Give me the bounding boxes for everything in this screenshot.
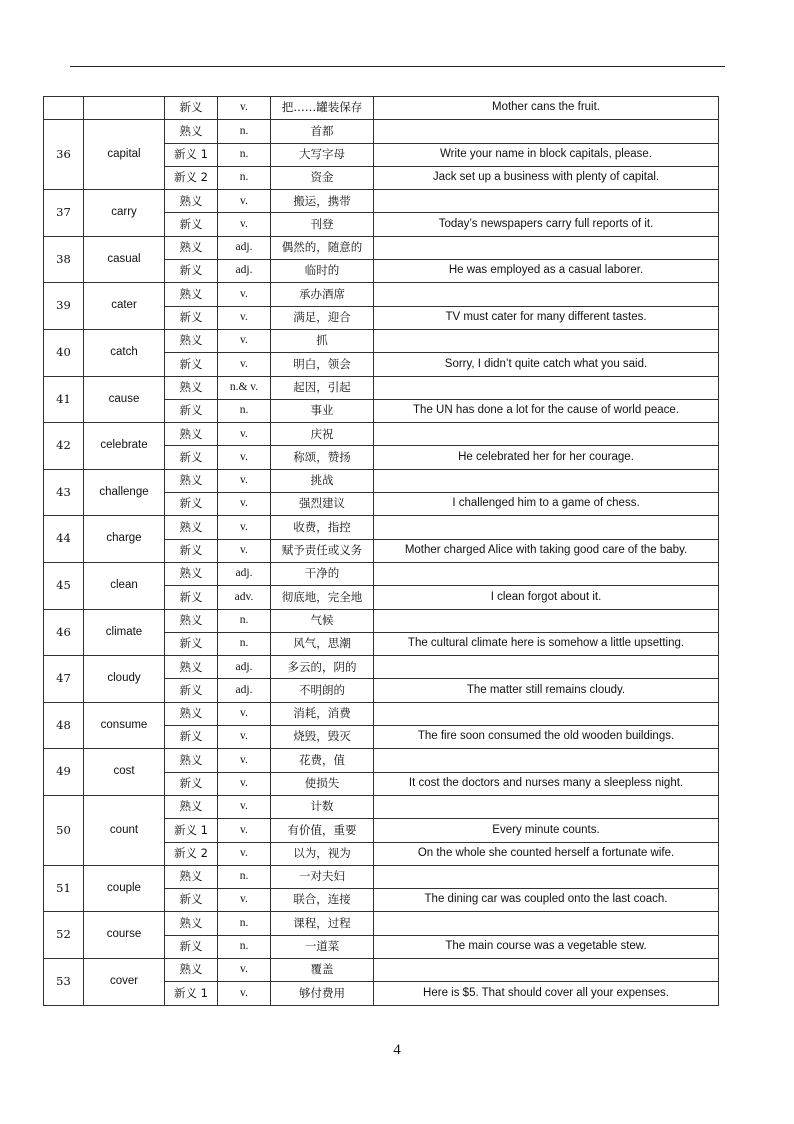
- meaning-zh: 抓: [271, 329, 374, 352]
- sense-type: 熟义: [165, 516, 218, 539]
- part-of-speech: adj.: [218, 236, 271, 259]
- sense-type: 熟义: [165, 958, 218, 981]
- part-of-speech: v.: [218, 702, 271, 725]
- sense-type: 新义: [165, 586, 218, 609]
- entry-number: 51: [44, 865, 84, 912]
- table-row: [44, 190, 719, 213]
- sense-type: 新义: [165, 97, 218, 120]
- example-sentence: [374, 749, 719, 772]
- part-of-speech: n.: [218, 912, 271, 935]
- example-sentence: [374, 562, 719, 585]
- meaning-zh: 赋予责任或义务: [271, 539, 374, 562]
- sense-type: 熟义: [165, 469, 218, 492]
- sense-type: 新义: [165, 889, 218, 912]
- part-of-speech: v.: [218, 726, 271, 749]
- example-sentence: He celebrated her for her courage.: [374, 446, 719, 469]
- meaning-zh: 明白，领会: [271, 353, 374, 376]
- table-row: [44, 329, 719, 352]
- part-of-speech: v.: [218, 539, 271, 562]
- example-sentence: Sorry, I didn’t quite catch what you said.: [374, 353, 719, 376]
- meaning-zh: 事业: [271, 399, 374, 422]
- part-of-speech: n.: [218, 120, 271, 143]
- meaning-zh: 一对夫妇: [271, 865, 374, 888]
- meaning-zh: 多云的，阴的: [271, 656, 374, 679]
- table-row: [44, 376, 719, 399]
- meaning-zh: 干净的: [271, 562, 374, 585]
- entry-number: 37: [44, 190, 84, 237]
- part-of-speech: v.: [218, 982, 271, 1005]
- table-row: [44, 423, 719, 446]
- entry-number: 49: [44, 749, 84, 796]
- part-of-speech: v.: [218, 842, 271, 865]
- sense-type: 新义 1: [165, 982, 218, 1005]
- table-row: [44, 236, 719, 259]
- headword: clean: [84, 562, 165, 609]
- example-sentence: Every minute counts.: [374, 819, 719, 842]
- entry-number: 48: [44, 702, 84, 749]
- part-of-speech: n.: [218, 935, 271, 958]
- example-sentence: I clean forgot about it.: [374, 586, 719, 609]
- sense-type: 新义 2: [165, 842, 218, 865]
- sense-type: 熟义: [165, 865, 218, 888]
- example-sentence: The main course was a vegetable stew.: [374, 935, 719, 958]
- sense-type: 新义: [165, 306, 218, 329]
- entry-number: 38: [44, 236, 84, 283]
- meaning-zh: 花费，值: [271, 749, 374, 772]
- example-sentence: [374, 702, 719, 725]
- part-of-speech: n.: [218, 166, 271, 189]
- sense-type: 熟义: [165, 562, 218, 585]
- meaning-zh: 临时的: [271, 260, 374, 283]
- sense-type: 熟义: [165, 656, 218, 679]
- part-of-speech: v.: [218, 493, 271, 516]
- example-sentence: Here is $5. That should cover all your expenses.: [374, 982, 719, 1005]
- vocabulary-table: [43, 96, 719, 1006]
- example-sentence: [374, 283, 719, 306]
- meaning-zh: 课程，过程: [271, 912, 374, 935]
- meaning-zh: 气候: [271, 609, 374, 632]
- table-row: [44, 609, 719, 632]
- example-sentence: [374, 656, 719, 679]
- example-sentence: [374, 609, 719, 632]
- meaning-zh: 联合，连接: [271, 889, 374, 912]
- example-sentence: It cost the doctors and nurses many a sleepless night.: [374, 772, 719, 795]
- table-row: [44, 562, 719, 585]
- part-of-speech: n.: [218, 609, 271, 632]
- example-sentence: He was employed as a casual laborer.: [374, 260, 719, 283]
- table-row: [44, 958, 719, 981]
- sense-type: 新义: [165, 935, 218, 958]
- entry-number: 41: [44, 376, 84, 423]
- sense-type: 熟义: [165, 912, 218, 935]
- sense-type: 熟义: [165, 423, 218, 446]
- part-of-speech: adv.: [218, 586, 271, 609]
- meaning-zh: 承办酒席: [271, 283, 374, 306]
- headword: cover: [84, 958, 165, 1005]
- sense-type: 新义: [165, 679, 218, 702]
- example-sentence: The cultural climate here is somehow a little upsetting.: [374, 632, 719, 655]
- example-sentence: The UN has done a lot for the cause of world peace.: [374, 399, 719, 422]
- entry-number: [44, 97, 84, 120]
- part-of-speech: v.: [218, 469, 271, 492]
- entry-number: 50: [44, 795, 84, 865]
- part-of-speech: adj.: [218, 679, 271, 702]
- meaning-zh: 风气，思潮: [271, 632, 374, 655]
- headword: challenge: [84, 469, 165, 516]
- headword: cause: [84, 376, 165, 423]
- example-sentence: [374, 469, 719, 492]
- entry-number: 43: [44, 469, 84, 516]
- example-sentence: [374, 423, 719, 446]
- meaning-zh: 够付费用: [271, 982, 374, 1005]
- vocabulary-table-body: [44, 97, 719, 1006]
- example-sentence: [374, 329, 719, 352]
- meaning-zh: 不明朗的: [271, 679, 374, 702]
- table-row: [44, 469, 719, 492]
- sense-type: 熟义: [165, 329, 218, 352]
- sense-type: 熟义: [165, 702, 218, 725]
- entry-number: 40: [44, 329, 84, 376]
- sense-type: 新义 1: [165, 143, 218, 166]
- part-of-speech: n.: [218, 865, 271, 888]
- table-row: [44, 283, 719, 306]
- sense-type: 熟义: [165, 749, 218, 772]
- example-sentence: Mother cans the fruit.: [374, 97, 719, 120]
- example-sentence: [374, 120, 719, 143]
- page-number: 4: [393, 1042, 401, 1058]
- table-row: [44, 97, 719, 120]
- sense-type: 新义 2: [165, 166, 218, 189]
- part-of-speech: v.: [218, 749, 271, 772]
- part-of-speech: v.: [218, 446, 271, 469]
- headword: carry: [84, 190, 165, 237]
- meaning-zh: 刊登: [271, 213, 374, 236]
- headword: consume: [84, 702, 165, 749]
- meaning-zh: 消耗，消费: [271, 702, 374, 725]
- part-of-speech: v.: [218, 819, 271, 842]
- example-sentence: TV must cater for many different tastes.: [374, 306, 719, 329]
- example-sentence: Mother charged Alice with taking good care of the baby.: [374, 539, 719, 562]
- part-of-speech: v.: [218, 772, 271, 795]
- sense-type: 新义: [165, 353, 218, 376]
- meaning-zh: 收费，指控: [271, 516, 374, 539]
- entry-number: 45: [44, 562, 84, 609]
- meaning-zh: 大写字母: [271, 143, 374, 166]
- sense-type: 新义: [165, 213, 218, 236]
- example-sentence: [374, 516, 719, 539]
- part-of-speech: v.: [218, 283, 271, 306]
- sense-type: 熟义: [165, 376, 218, 399]
- entry-number: 46: [44, 609, 84, 656]
- meaning-zh: 首都: [271, 120, 374, 143]
- part-of-speech: adj.: [218, 562, 271, 585]
- headword: cloudy: [84, 656, 165, 703]
- meaning-zh: 一道菜: [271, 935, 374, 958]
- example-sentence: Write your name in block capitals, please.: [374, 143, 719, 166]
- example-sentence: [374, 912, 719, 935]
- part-of-speech: n.& v.: [218, 376, 271, 399]
- example-sentence: [374, 236, 719, 259]
- headword: charge: [84, 516, 165, 563]
- sense-type: 熟义: [165, 283, 218, 306]
- sense-type: 熟义: [165, 190, 218, 213]
- table-row: [44, 865, 719, 888]
- example-sentence: [374, 865, 719, 888]
- example-sentence: [374, 958, 719, 981]
- example-sentence: [374, 376, 719, 399]
- example-sentence: [374, 795, 719, 818]
- part-of-speech: v.: [218, 353, 271, 376]
- entry-number: 36: [44, 120, 84, 190]
- headword: couple: [84, 865, 165, 912]
- part-of-speech: n.: [218, 632, 271, 655]
- part-of-speech: adj.: [218, 260, 271, 283]
- headword: celebrate: [84, 423, 165, 470]
- part-of-speech: v.: [218, 958, 271, 981]
- meaning-zh: 庆祝: [271, 423, 374, 446]
- sense-type: 熟义: [165, 236, 218, 259]
- part-of-speech: adj.: [218, 656, 271, 679]
- headword: course: [84, 912, 165, 959]
- table-row: [44, 120, 719, 143]
- headword: cost: [84, 749, 165, 796]
- table-row: [44, 656, 719, 679]
- example-sentence: [374, 190, 719, 213]
- meaning-zh: 搬运，携带: [271, 190, 374, 213]
- part-of-speech: v.: [218, 516, 271, 539]
- example-sentence: I challenged him to a game of chess.: [374, 493, 719, 516]
- entry-number: 52: [44, 912, 84, 959]
- meaning-zh: 使损失: [271, 772, 374, 795]
- part-of-speech: v.: [218, 190, 271, 213]
- table-row: [44, 912, 719, 935]
- meaning-zh: 覆盖: [271, 958, 374, 981]
- meaning-zh: 起因，引起: [271, 376, 374, 399]
- sense-type: 熟义: [165, 609, 218, 632]
- part-of-speech: v.: [218, 795, 271, 818]
- entry-number: 53: [44, 958, 84, 1005]
- entry-number: 39: [44, 283, 84, 330]
- meaning-zh: 挑战: [271, 469, 374, 492]
- sense-type: 新义: [165, 632, 218, 655]
- headword: cater: [84, 283, 165, 330]
- headword: casual: [84, 236, 165, 283]
- headword: climate: [84, 609, 165, 656]
- part-of-speech: v.: [218, 329, 271, 352]
- meaning-zh: 资金: [271, 166, 374, 189]
- example-sentence: The fire soon consumed the old wooden buildings.: [374, 726, 719, 749]
- example-sentence: Today’s newspapers carry full reports of it.: [374, 213, 719, 236]
- meaning-zh: 彻底地，完全地: [271, 586, 374, 609]
- sense-type: 新义: [165, 260, 218, 283]
- entry-number: 47: [44, 656, 84, 703]
- meaning-zh: 烧毁，毁灭: [271, 726, 374, 749]
- entry-number: 42: [44, 423, 84, 470]
- meaning-zh: 偶然的，随意的: [271, 236, 374, 259]
- meaning-zh: 满足，迎合: [271, 306, 374, 329]
- part-of-speech: v.: [218, 423, 271, 446]
- headword: capital: [84, 120, 165, 190]
- header-rule: [70, 66, 725, 67]
- sense-type: 新义 1: [165, 819, 218, 842]
- sense-type: 新义: [165, 772, 218, 795]
- sense-type: 新义: [165, 539, 218, 562]
- part-of-speech: v.: [218, 97, 271, 120]
- meaning-zh: 有价值，重要: [271, 819, 374, 842]
- sense-type: 熟义: [165, 795, 218, 818]
- headword: count: [84, 795, 165, 865]
- meaning-zh: 以为，视为: [271, 842, 374, 865]
- table-row: [44, 702, 719, 725]
- sense-type: 新义: [165, 399, 218, 422]
- headword: catch: [84, 329, 165, 376]
- sense-type: 熟义: [165, 120, 218, 143]
- sense-type: 新义: [165, 726, 218, 749]
- part-of-speech: v.: [218, 306, 271, 329]
- meaning-zh: 强烈建议: [271, 493, 374, 516]
- part-of-speech: v.: [218, 889, 271, 912]
- example-sentence: Jack set up a business with plenty of capital.: [374, 166, 719, 189]
- part-of-speech: n.: [218, 143, 271, 166]
- table-row: [44, 795, 719, 818]
- example-sentence: On the whole she counted herself a fortunate wife.: [374, 842, 719, 865]
- entry-number: 44: [44, 516, 84, 563]
- example-sentence: The dining car was coupled onto the last coach.: [374, 889, 719, 912]
- part-of-speech: v.: [218, 213, 271, 236]
- table-row: [44, 516, 719, 539]
- table-row: [44, 749, 719, 772]
- meaning-zh: 计数: [271, 795, 374, 818]
- meaning-zh: 把……罐装保存: [271, 97, 374, 120]
- example-sentence: The matter still remains cloudy.: [374, 679, 719, 702]
- meaning-zh: 称颂，赞扬: [271, 446, 374, 469]
- sense-type: 新义: [165, 446, 218, 469]
- part-of-speech: n.: [218, 399, 271, 422]
- sense-type: 新义: [165, 493, 218, 516]
- headword: [84, 97, 165, 120]
